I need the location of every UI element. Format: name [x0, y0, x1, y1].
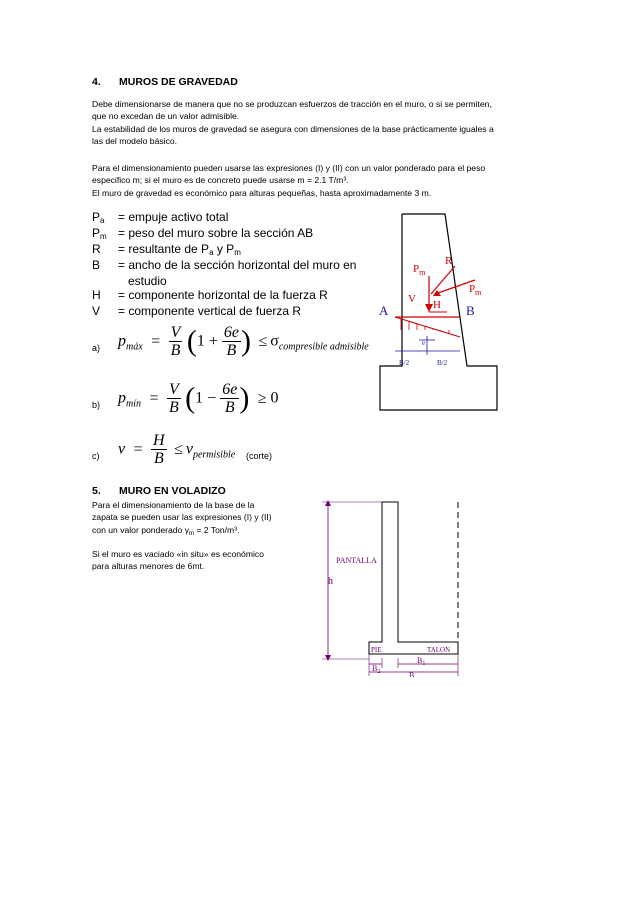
- fraction-6e-over-B: [220, 381, 239, 416]
- math-operator: =: [133, 440, 143, 458]
- text-sub: m: [189, 530, 194, 537]
- text-line: Para el dimensionamiento de la base de la: [92, 500, 255, 510]
- label-e: e: [422, 339, 426, 347]
- def-text-sub: m: [234, 248, 241, 257]
- cantilever-wall-diagram: [318, 492, 468, 677]
- math-subscript: permisible: [192, 449, 236, 461]
- text-line: La estabilidad de los muros de gravedad se asegura con dimensiones de la base prácticamente iguales a: [92, 123, 494, 134]
- label-B2-main: B: [372, 664, 378, 673]
- definitions-list: [92, 210, 372, 320]
- label-B1-sub: 1: [422, 661, 426, 667]
- math-symbol: σ: [270, 332, 279, 350]
- label-V: V: [408, 293, 416, 305]
- section4-number: 4.: [92, 76, 101, 88]
- label-Pa-sub: m: [475, 288, 482, 297]
- math-operator: ≤: [174, 440, 183, 458]
- def-symbol-sub: a: [100, 216, 105, 225]
- label-talon: TALON: [427, 646, 451, 654]
- math-operator: =: [149, 389, 159, 407]
- math-operator: ≥: [257, 389, 267, 407]
- wall-outline: [369, 502, 458, 654]
- definition-Pa: [92, 210, 372, 226]
- label-Pm-main: P: [413, 263, 420, 275]
- definition-Pm: [92, 226, 372, 242]
- section4-paragraph2: [92, 162, 548, 199]
- section4-title: MUROS DE GRAVEDAD: [119, 76, 238, 88]
- definition-H: [92, 288, 372, 304]
- math-operator: =: [151, 332, 161, 350]
- def-text: = resultante de P: [118, 242, 210, 256]
- definition-V: [92, 304, 372, 320]
- fraction-numerator: V: [168, 381, 179, 398]
- definition-B: [92, 258, 372, 274]
- text-line: para alturas menores de 6mt.: [92, 561, 205, 572]
- label-Pm-sub: m: [419, 268, 426, 277]
- label-R: R: [445, 255, 453, 267]
- def-text: = peso del muro sobre la sección AB: [118, 226, 314, 240]
- math-number: 1: [196, 332, 205, 350]
- text-run: con un valor ponderado γ: [92, 524, 189, 535]
- fraction-denominator: B: [168, 399, 179, 416]
- formula-a-label: a): [92, 343, 101, 353]
- def-text: y P: [213, 242, 235, 256]
- fraction-denominator: B: [170, 342, 181, 359]
- formula-b: [118, 381, 279, 416]
- left-paren: (: [186, 324, 197, 358]
- label-B1-main: B: [417, 656, 423, 665]
- def-symbol: V: [92, 304, 101, 318]
- math-symbol: v: [118, 440, 126, 458]
- def-symbol: B: [92, 258, 101, 272]
- def-text: = ancho de la sección horizontal del muro en: [118, 258, 357, 272]
- pressure-line: [395, 317, 460, 337]
- label-h: h: [328, 576, 333, 587]
- label-B2: [372, 664, 380, 675]
- math-subscript: máx: [126, 341, 143, 353]
- text-line: que no excedan de un valor admisible.: [92, 111, 240, 122]
- math-operator: ≤: [258, 332, 268, 350]
- h-arrow-bottom: [325, 655, 331, 661]
- label-B2-left: B/2: [399, 359, 410, 367]
- r-arrow: [431, 266, 455, 294]
- formula-c-label: c): [92, 451, 100, 461]
- formula-b-label: b): [92, 400, 101, 410]
- math-operator: +: [208, 332, 218, 350]
- definition-R: [92, 242, 372, 258]
- math-number: 1: [195, 389, 204, 407]
- def-symbol: R: [92, 242, 101, 256]
- def-text: = empuje activo total: [118, 210, 229, 224]
- left-paren: (: [185, 381, 196, 415]
- text-run: = 2 Ton/m³.: [194, 524, 240, 535]
- math-subscript: mín: [126, 398, 141, 410]
- def-text-sub: a: [209, 248, 214, 257]
- definition-B-cont: [92, 274, 372, 288]
- math-subscript: compresible admisible: [278, 341, 369, 353]
- fraction-denominator: B: [226, 342, 237, 359]
- def-symbol: P: [92, 226, 101, 240]
- text-line: zapata se pueden usar las expresiones (I) y (II): [92, 512, 272, 523]
- text-line: El muro de gravedad es económico para alturas pequeñas, hasta aproximadamente 3 m.: [92, 187, 432, 198]
- label-B2-right: B/2: [437, 359, 448, 367]
- formula-a: [118, 324, 369, 359]
- math-operator: −: [207, 389, 217, 407]
- fraction-V-over-B: [169, 324, 183, 359]
- math-symbol: p: [118, 332, 126, 350]
- fraction-V-over-B: [167, 381, 181, 416]
- label-B2-sub: 2: [377, 669, 381, 675]
- label-pie: PIE: [371, 646, 382, 654]
- def-text: = componente vertical de fuerza R: [118, 304, 302, 318]
- right-paren: ): [240, 324, 251, 358]
- label-B1: [417, 656, 425, 667]
- gravity-wall-diagram: [375, 208, 505, 424]
- text-line: Si el muro es vaciado «in situ» es económico: [92, 549, 264, 559]
- text-line: Debe dimensionarse de manera que no se produzcan esfuerzos de tracción en el muro, o si se permiten,: [92, 99, 492, 109]
- formula-c: [118, 432, 235, 467]
- math-symbol: p: [118, 389, 126, 407]
- fraction-denominator: B: [224, 399, 235, 416]
- right-paren: ): [239, 381, 250, 415]
- text-line: especifico m; si el muro es de concreto puede usarse m = 2.1 T/m³.: [92, 175, 349, 186]
- section4-paragraph1: [92, 98, 548, 148]
- fraction-numerator: 6e: [223, 324, 239, 341]
- label-Pm: [413, 263, 426, 277]
- label-Pa-main: P: [469, 283, 476, 295]
- def-symbol-sub: m: [100, 232, 107, 241]
- label-H: H: [433, 299, 441, 311]
- label-pantalla: PANTALLA: [336, 556, 377, 565]
- fraction-numerator: H: [153, 432, 165, 449]
- label-B: B: [409, 671, 415, 677]
- label-B: B: [466, 303, 475, 318]
- text-line: las del modelo básico.: [92, 136, 178, 147]
- fraction-H-over-B: [151, 432, 167, 467]
- def-text: estudio: [128, 274, 167, 288]
- h-arrow-top: [325, 500, 331, 506]
- fraction-numerator: 6e: [222, 381, 238, 398]
- corte-note: (corte): [246, 451, 273, 461]
- def-text: = componente horizontal de la fuerza R: [118, 288, 328, 302]
- section5-paragraph1: [92, 499, 304, 540]
- text-line: Para el dimensionamiento pueden usarse las expresiones (I) y (II) con un valor ponderado para el peso: [92, 163, 486, 173]
- section5-number: 5.: [92, 485, 101, 497]
- math-number: 0: [270, 389, 279, 407]
- fraction-6e-over-B: [222, 324, 241, 359]
- text-line: [92, 524, 304, 540]
- fraction-denominator: B: [153, 450, 164, 467]
- label-A: A: [379, 303, 389, 318]
- def-symbol: P: [92, 210, 101, 224]
- def-symbol: H: [92, 288, 101, 302]
- fraction-numerator: V: [170, 324, 181, 341]
- label-Pa: [469, 283, 482, 297]
- section5-title: MURO EN VOLADIZO: [119, 485, 226, 497]
- math-symbol: v: [185, 440, 193, 458]
- section5-paragraph2: [92, 548, 304, 573]
